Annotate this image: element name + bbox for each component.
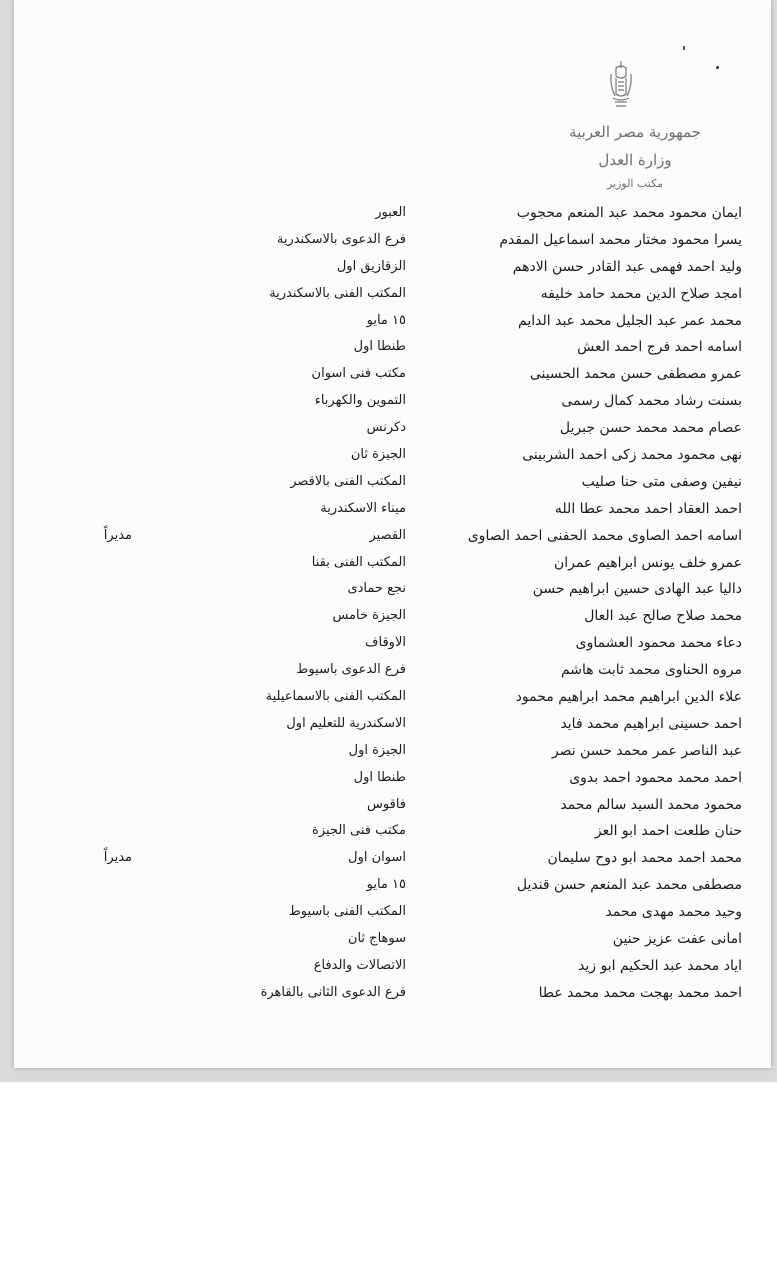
- list-item: [0, 576, 777, 603]
- person-name: محمد صلاح صالح عبد العال: [584, 608, 742, 625]
- list-item: [0, 334, 777, 361]
- list-item: [0, 684, 777, 711]
- person-name: احمد محمد بهجت محمد محمد عطا: [538, 984, 742, 1001]
- person-name: حنان طلعت احمد ابو العز: [594, 823, 742, 840]
- assigned-office: المكتب الفنى بالاسكندرية: [269, 285, 406, 301]
- assigned-office: ١٥ مايو: [366, 877, 406, 893]
- letterhead-country: جمهورية مصر العربية: [569, 123, 701, 141]
- list-item: [0, 361, 777, 388]
- list-item: [0, 254, 777, 281]
- list-item: [0, 711, 777, 738]
- assigned-office: الاسكندرية للتعليم اول: [286, 715, 406, 731]
- assigned-office: المكتب الفنى بقنا: [311, 554, 406, 570]
- list-item: [0, 308, 777, 335]
- list-item: [0, 953, 777, 980]
- person-name: امجد صلاح الدين محمد حامد خليفه: [540, 285, 742, 302]
- role-note: مديراً: [103, 527, 132, 543]
- assigned-office: ١٥ مايو: [366, 312, 406, 328]
- person-name: مروه الحناوى محمد ثابت هاشم: [560, 662, 742, 679]
- assigned-office: فرع الدعوى الثانى بالقاهرة: [260, 984, 406, 1000]
- list-item: [0, 227, 777, 254]
- list-item: [0, 200, 777, 227]
- list-item: [0, 738, 777, 765]
- scan-dot: [716, 66, 719, 69]
- person-name: يسرا محمود مختار محمد اسماعيل المقدم: [499, 231, 742, 248]
- person-name: عصام محمد محمد حسن جبريل: [559, 420, 742, 437]
- list-item: [0, 792, 777, 819]
- assigned-office: دكرنس: [366, 420, 406, 436]
- list-item: [0, 496, 777, 523]
- person-name: اسامه احمد فرج احمد العش: [577, 339, 742, 356]
- list-item: [0, 872, 777, 899]
- person-name: ايمان محمود محمد عبد المنعم محجوب: [516, 205, 742, 221]
- person-name: نيفين وصفى متى حنا صليب: [581, 473, 742, 490]
- list-item: [0, 926, 777, 953]
- assigned-office: فرع الدعوى باسيوط: [296, 662, 406, 678]
- list-item: [0, 442, 777, 469]
- assigned-office: الجيزة اول: [348, 742, 406, 758]
- letterhead-office: مكتب الوزير: [606, 177, 664, 190]
- list-item: [0, 630, 777, 657]
- list-item: [0, 899, 777, 926]
- assigned-office: الجيزة ثان: [350, 447, 406, 463]
- assigned-office: القصير: [369, 527, 406, 543]
- assignment-list: [0, 200, 777, 1007]
- assigned-office: الاتصالات والدفاع: [313, 957, 406, 973]
- assigned-office: مكتب فنى الجيزة: [312, 823, 406, 839]
- list-item: [0, 281, 777, 308]
- person-name: وليد احمد فهمى عبد القادر حسن الادهم: [512, 258, 742, 275]
- scan-mark: [683, 46, 685, 50]
- assigned-office: الزقازيق اول: [336, 258, 406, 274]
- person-name: احمد محمد محمود احمد بدوى: [569, 769, 742, 786]
- person-name: اسامه احمد الصاوى محمد الحفنى احمد الصاوى: [467, 527, 742, 544]
- list-item: [0, 523, 777, 550]
- assigned-office: طنطا اول: [353, 769, 406, 785]
- list-item: [0, 818, 777, 845]
- role-note: مديراً: [103, 850, 132, 866]
- person-name: احمد حسينى ابراهيم محمد فايد: [560, 715, 742, 732]
- assigned-office: فرع الدعوى بالاسكندرية: [276, 231, 406, 247]
- assigned-office: الجيزة خامس: [332, 608, 406, 624]
- assigned-office: المكتب الفنى باسيوط: [288, 904, 406, 920]
- person-name: اياد محمد عبد الحكيم ابو زيد: [578, 957, 742, 974]
- list-item: [0, 980, 777, 1007]
- assigned-office: العبور: [375, 205, 406, 220]
- list-item: [0, 657, 777, 684]
- person-name: وحيد محمد مهدى محمد: [605, 904, 742, 921]
- assigned-office: ميناء الاسكندرية: [320, 500, 406, 516]
- letterhead-ministry: وزارة العدل: [598, 151, 672, 169]
- person-name: عبد الناصر عمر محمد حسن نصر: [551, 742, 742, 759]
- list-item: [0, 469, 777, 496]
- person-name: امانى عفت عزيز حنين: [612, 931, 742, 948]
- person-name: مصطفى محمد عبد المنعم حسن قنديل: [516, 877, 742, 894]
- assigned-office: المكتب الفنى بالاقصر: [290, 473, 406, 489]
- list-item: [0, 845, 777, 872]
- person-name: بسنت رشاد محمد كمال رسمى: [561, 393, 742, 410]
- person-name: علاء الدين ابراهيم محمد ابراهيم محمود: [515, 689, 742, 706]
- person-name: نهى محمود محمد زكى احمد الشربينى: [522, 447, 742, 464]
- person-name: محمد عمر عبد الجليل محمد عبد الدايم: [518, 312, 742, 329]
- assigned-office: اسوان اول: [348, 850, 406, 866]
- person-name: داليا عبد الهادى حسين ابراهيم حسن: [532, 581, 742, 598]
- person-name: دعاء محمد محمود العشماوى: [575, 635, 742, 652]
- assigned-office: التموين والكهرباء: [314, 393, 406, 409]
- person-name: عمرو خلف يونس ابراهيم عمران: [553, 554, 742, 571]
- list-item: [0, 550, 777, 577]
- assigned-office: فاقوس: [367, 796, 406, 812]
- person-name: محمد احمد محمد ابو دوح سليمان: [547, 850, 742, 867]
- list-item: [0, 765, 777, 792]
- list-item: [0, 603, 777, 630]
- person-name: احمد العقاد احمد محمد عطا الله: [554, 500, 742, 517]
- assigned-office: مكتب فنى اسوان: [311, 366, 406, 382]
- assigned-office: نجع حمادى: [347, 581, 406, 597]
- person-name: محمود محمد السيد سالم محمد: [560, 796, 742, 813]
- list-item: [0, 415, 777, 442]
- letterhead: [525, 118, 745, 194]
- assigned-office: الاوقاف: [365, 635, 406, 651]
- list-item: [0, 388, 777, 415]
- eagle-emblem-icon: [608, 58, 634, 110]
- person-name: عمرو مصطفى حسن محمد الحسينى: [529, 366, 742, 383]
- assigned-office: سوهاج ثان: [347, 931, 406, 947]
- assigned-office: طنطا اول: [353, 339, 406, 355]
- assigned-office: المكتب الفنى بالاسماعيلية: [265, 689, 406, 705]
